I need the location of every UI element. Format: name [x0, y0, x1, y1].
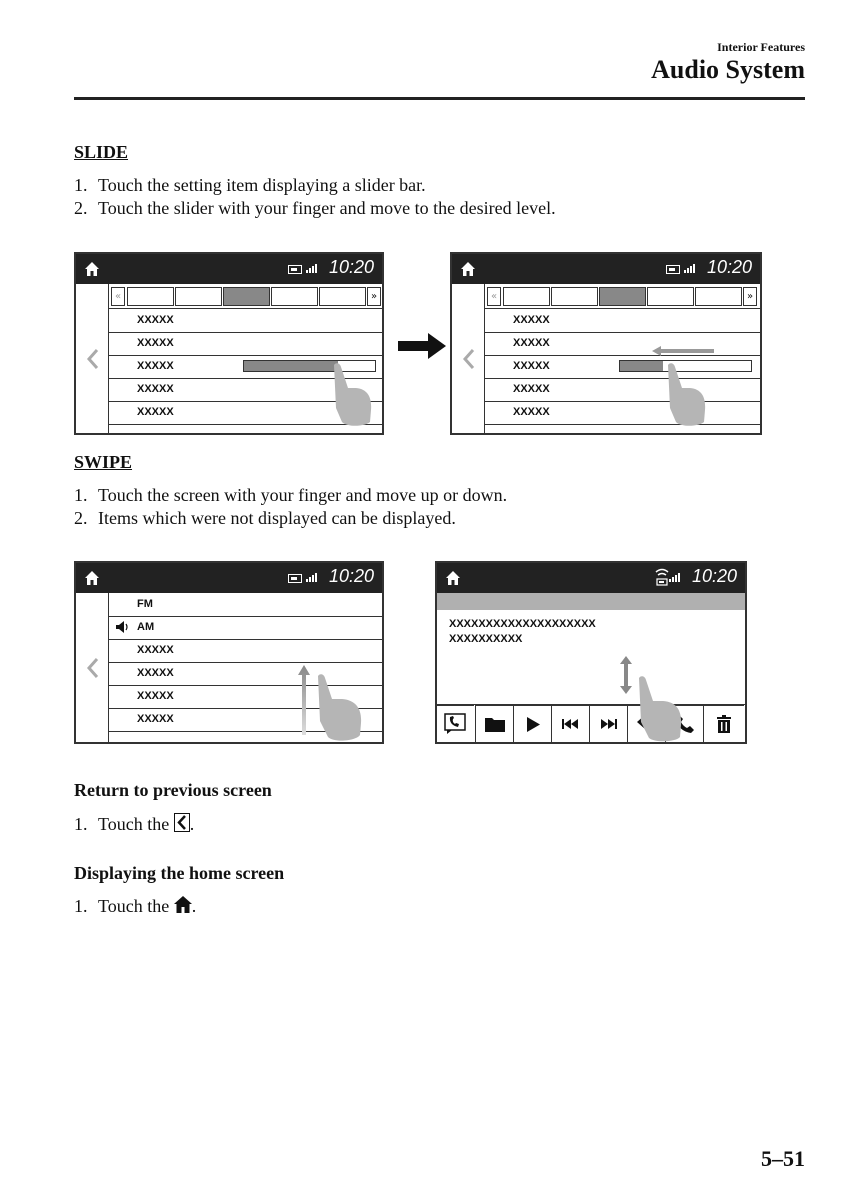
battery-icon	[288, 265, 302, 274]
list-item[interactable]	[485, 309, 760, 333]
signal-icon	[684, 263, 696, 273]
list-item[interactable]	[485, 332, 760, 356]
slide-direction-arrow-icon	[652, 346, 714, 356]
swipe-step-2	[74, 508, 456, 529]
tab-bar	[485, 284, 760, 309]
tab-scroll-left-icon[interactable]: «	[487, 287, 501, 306]
step-number: 2.	[74, 198, 88, 218]
step-punctuation: .	[189, 814, 195, 834]
clock: 10:20	[706, 257, 752, 277]
tab[interactable]	[551, 287, 598, 306]
status-bar	[437, 563, 745, 593]
list-item[interactable]	[109, 593, 382, 617]
tab[interactable]	[695, 287, 742, 306]
step-text: Touch the slider with your finger and move to the desired level.	[98, 198, 556, 218]
item-label: XXXXX	[137, 713, 174, 725]
page-number: 5–51	[761, 1146, 805, 1171]
hand-icon	[633, 675, 683, 743]
home-heading: Displaying the home screen	[74, 863, 285, 883]
tab-selected[interactable]	[223, 287, 270, 306]
step-text: Touch the	[98, 896, 170, 916]
home-icon	[174, 896, 192, 913]
item-label: XXXXX	[137, 337, 174, 349]
status-bar	[76, 563, 382, 593]
slide-screen-after	[450, 252, 762, 435]
wifi-icon	[655, 567, 669, 587]
step-number: 1.	[74, 175, 88, 195]
step-number: 1.	[74, 896, 88, 916]
section-label: Interior Features	[717, 40, 805, 54]
next-icon	[600, 719, 617, 729]
item-label: XXXXX	[137, 690, 174, 702]
battery-icon	[288, 574, 302, 583]
clock: 10:20	[328, 566, 374, 586]
slide-step-2	[74, 198, 556, 219]
message-line-1: XXXXXXXXXXXXXXXXXXXX	[449, 618, 596, 630]
tab[interactable]	[271, 287, 318, 306]
next-button[interactable]	[589, 705, 627, 742]
step-text: Touch the	[98, 814, 170, 834]
back-icon[interactable]	[462, 348, 476, 370]
status-bar	[76, 254, 382, 284]
item-label: XXXXX	[513, 314, 550, 326]
item-label: FM	[137, 598, 153, 610]
step-text: Touch the setting item displaying a slider bar.	[98, 175, 426, 195]
tab[interactable]	[647, 287, 694, 306]
tab-scroll-right-icon[interactable]: »	[743, 287, 757, 306]
folder-icon	[485, 717, 505, 732]
header-rule	[74, 97, 805, 100]
tab[interactable]	[319, 287, 366, 306]
step-punctuation: .	[191, 896, 197, 916]
folder-button[interactable]	[475, 705, 513, 742]
back-icon[interactable]	[86, 348, 100, 370]
hand-icon	[312, 673, 364, 743]
status-bar	[452, 254, 760, 284]
left-column	[76, 593, 109, 742]
clock: 10:20	[328, 257, 374, 277]
tab[interactable]	[503, 287, 550, 306]
swipe-message-screen	[435, 561, 747, 744]
back-icon	[174, 813, 190, 832]
tab-bar	[109, 284, 382, 309]
item-label: AM	[137, 621, 155, 633]
home-icon[interactable]	[445, 570, 461, 586]
home-icon[interactable]	[460, 261, 476, 277]
signal-icon	[669, 572, 681, 582]
toolbar	[437, 704, 745, 742]
item-label: XXXXX	[137, 360, 174, 372]
list-item[interactable]	[109, 332, 382, 356]
play-icon	[527, 717, 540, 732]
item-label: XXXXX	[137, 644, 174, 656]
list-item[interactable]	[109, 639, 382, 663]
step-number: 1.	[74, 485, 88, 505]
delete-button[interactable]	[703, 705, 744, 742]
item-label: XXXXX	[137, 406, 174, 418]
tab-selected[interactable]	[599, 287, 646, 306]
item-label: XXXXX	[137, 314, 174, 326]
speaker-icon	[115, 621, 129, 633]
home-icon[interactable]	[84, 261, 100, 277]
list-item[interactable]	[109, 616, 382, 640]
message-line-2: XXXXXXXXXX	[449, 633, 523, 645]
back-icon[interactable]	[86, 657, 100, 679]
home-icon[interactable]	[84, 570, 100, 586]
list-item[interactable]	[485, 378, 760, 402]
clock: 10:20	[691, 566, 737, 586]
slide-step-1	[74, 175, 426, 196]
arrow-right-icon	[398, 333, 446, 359]
list-item[interactable]	[109, 309, 382, 333]
phone-icon	[444, 713, 468, 735]
play-button[interactable]	[513, 705, 551, 742]
step-text: Items which were not displayed can be displayed.	[98, 508, 456, 528]
item-label: XXXXX	[513, 406, 550, 418]
left-column	[76, 284, 109, 433]
page-title: Audio System	[651, 55, 805, 84]
signal-icon	[306, 572, 318, 582]
return-step	[74, 813, 194, 835]
phone-message-button[interactable]	[437, 705, 474, 742]
swipe-step-1	[74, 485, 507, 506]
step-number: 2.	[74, 508, 88, 528]
list-item[interactable]	[485, 401, 760, 425]
slider-fill	[244, 361, 338, 371]
slider-fill	[620, 361, 663, 371]
swipe-up-arrow-icon	[298, 665, 310, 735]
item-label: XXXXX	[137, 383, 174, 395]
previous-button[interactable]	[551, 705, 589, 742]
step-text: Touch the screen with your finger and move up or down.	[98, 485, 508, 505]
slide-heading: SLIDE	[74, 142, 129, 162]
swipe-updown-arrow-icon	[619, 656, 633, 694]
tab-scroll-right-icon[interactable]: »	[367, 287, 381, 306]
swipe-list-screen	[74, 561, 384, 744]
item-label: XXXXX	[137, 667, 174, 679]
hand-icon	[328, 362, 374, 428]
message-title-bar	[437, 593, 745, 610]
tab[interactable]	[175, 287, 222, 306]
tab[interactable]	[127, 287, 174, 306]
slide-screen-before	[74, 252, 384, 435]
list-item[interactable]	[485, 355, 760, 379]
hand-icon	[662, 362, 708, 428]
signal-icon	[306, 263, 318, 273]
home-step	[74, 896, 196, 917]
tab-scroll-left-icon[interactable]: «	[111, 287, 125, 306]
item-label: XXXXX	[513, 360, 550, 372]
item-label: XXXXX	[513, 337, 550, 349]
item-label: XXXXX	[513, 383, 550, 395]
previous-icon	[562, 719, 579, 729]
swipe-heading: SWIPE	[74, 452, 133, 472]
trash-icon	[717, 715, 731, 733]
left-column	[452, 284, 485, 433]
step-number: 1.	[74, 814, 88, 834]
return-heading: Return to previous screen	[74, 780, 272, 800]
battery-icon	[666, 265, 680, 274]
